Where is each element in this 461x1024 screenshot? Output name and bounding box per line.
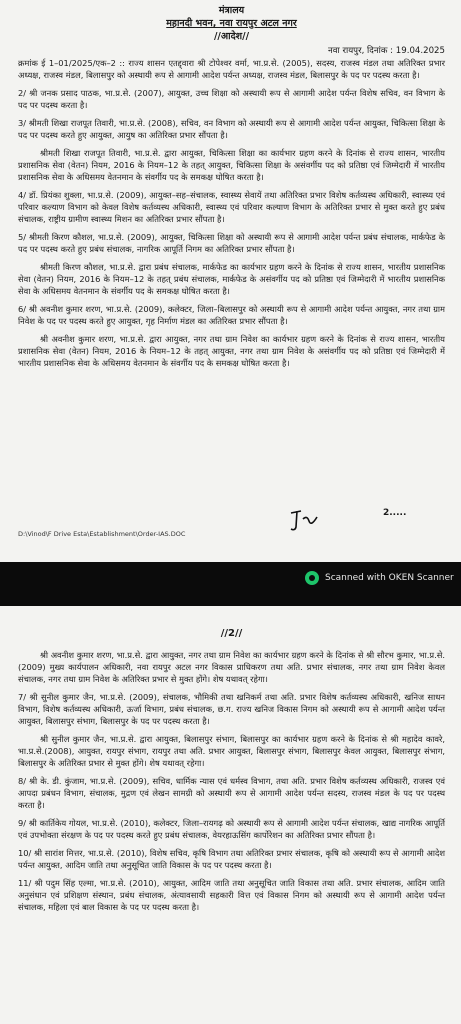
- order-paragraph: श्री अवनीश कुमार शरण, भा.प्र.से. द्वारा आयुक्त, नगर तथा ग्राम निवेश का कार्यभार ग्रहण करने के दिनांक से श्री सौरभ कुमार, भा.प्र.से. (2009) मुख्य कार्यपालन अधिकारी, नवा रायपुर अटल नगर विकास प्राधिकरण तथा अति. प्रभार संचालक, नगर तथा ग्राम निवेश केवल संचालक, नगर तथा ग्राम निवेश के अतिरिक्त प्रभार से मुक्त होंगे। शेष यथावत् रहेगा।: [18, 650, 445, 684]
- order-paragraph: 8/ श्री के. डी. कुंजाम, भा.प्र.से. (2009), सचिव, धार्मिक न्यास एवं धर्मस्व विभाग, तथा अति. प्रभार विशेष कर्तव्यस्थ अधिकारी, राजस्व एवं आपदा प्रबंधन विभाग, संचालक, मुद्रण एवं लेखन सामग्री को अस्थायी रूप से आगामी आदेश पर्यन्त सदस्य, राजस्व मंडल के पद पर पदस्थ करता है।: [18, 776, 445, 810]
- order-paragraph: 7/ श्री सुनील कुमार जैन, भा.प्र.से. (2009), संचालक, भौमिकी तथा खनिकर्म तथा अति. प्रभार विशेष कर्तव्यस्थ अधिकारी, खनिज साधन विभाग, विशेष कर्तव्यस्थ अधिकारी, ऊर्जा विभाग, प्रबंध संचालक, छ.ग. राज्य खनिज विकास निगम को अस्थायी रूप से आगामी आदेश पर्यन्त आयुक्त, बिलासपुर संभाग, बिलासपुर के पद पर पदस्थ करता है।: [18, 692, 445, 726]
- order-date: नवा रायपुर, दिनांक : 19.04.2025: [327, 46, 445, 56]
- file-path: D:\Vinod\F Drive Esta\Establishment\Order-IAS.DOC: [18, 530, 186, 538]
- page-number: 2.....: [383, 508, 407, 518]
- order-paragraph: श्री सुनील कुमार जैन, भा.प्र.से. द्वारा आयुक्त, बिलासपुर संभाग, बिलासपुर का कार्यभार ग्रहण करने के दिनांक से श्री महादेव कावरे, भा.प्र.से.(2008), आयुक्त, रायपुर संभाग, रायपुर तथा अति. प्रभार आयुक्त, बिलासपुर संभाग, बिलासपुर केवल आयुक्त, बिलासपुर संभाग, बिलासपुर के अतिरिक्त प्रभार से मुक्त होंगे। शेष यथावत् रहेगा।: [18, 734, 445, 768]
- order-paragraph: 2/ श्री जनक प्रसाद पाठक, भा.प्र.से. (2007), आयुक्त, उच्च शिक्षा को अस्थायी रूप से आगामी आदेश पर्यन्त विशेष सचिव, वन विभाग के पद पर पदस्थ करता है।: [18, 88, 445, 110]
- header-address: महानदी भवन, नवा रायपुर अटल नगर: [166, 18, 297, 29]
- order-paragraph: श्रीमती किरण कौशल, भा.प्र.से. द्वारा प्रबंध संचालक, मार्कफेड का कार्यभार ग्रहण करने के दिनांक से राज्य शासन, भारतीय प्रशासनिक सेवा (वेतन) नियम, 2016 के नियम–12 के तहत् प्रबंध संचालक, मार्कफेड के असंवर्गीय पद को प्रतिष्ठा एवं जिम्मेदारी में भारतीय प्रशासनिक सेवा के अधिसमय वेतनमान के संवर्गीय पद के समकक्ष घोषित करता है।: [18, 262, 445, 296]
- scanner-badge: [305, 571, 454, 585]
- order-paragraph: 6/ श्री अवनीश कुमार शरण, भा.प्र.से. (2009), कलेक्टर, जिला–बिलासपुर को अस्थायी रूप से आगामी आदेश पर्यन्त आयुक्त, नगर तथा ग्राम निवेश के पद पर पदस्थ करते हुए आयुक्त, गृह निर्माण मंडल का अतिरिक्त प्रभार सौंपता है।: [18, 304, 445, 326]
- document-header: [18, 4, 445, 43]
- header-ministry: मंत्रालय: [218, 5, 245, 16]
- order-paragraph: श्रीमती शिखा राजपूत तिवारी, भा.प्र.से. द्वारा आयुक्त, चिकित्सा शिक्षा का कार्यभार ग्रहण करने के दिनांक से राज्य शासन, भारतीय प्रशासनिक सेवा (वेतन) नियम, 2016 के नियम–12 के तहत् आयुक्त, चिकित्सा शिक्षा के असंवर्गीय पद को प्रतिष्ठा एवं जिम्मेदारी में भारतीय प्रशासनिक सेवा के अधिसमय वेतनमान के संवर्गीय पद के समकक्ष घोषित करता है।: [18, 148, 445, 182]
- order-paragraph: श्री अवनीश कुमार शरण, भा.प्र.से. द्वारा आयुक्त, नगर तथा ग्राम निवेश का कार्यभार ग्रहण करने के दिनांक से राज्य शासन, भारतीय प्रशासनिक सेवा (वेतन) नियम, 2016 के नियम–12 के तहत् आयुक्त, नगर तथा ग्राम निवेश के असंवर्गीय पद को प्रतिष्ठा एवं जिम्मेदारी में भारतीय प्रशासनिक सेवा के अधिसमय वेतनमान के संवर्गीय पद के समकक्ष घोषित करता है।: [18, 334, 445, 368]
- scanner-logo-icon: [305, 571, 319, 585]
- order-paragraph: 11/ श्री पदुम सिंह एल्मा, भा.प्र.से. (2010), आयुक्त, आदिम जाति तथा अनुसूचित जाति विकास तथा अति. प्रभार संचालक, आदिम जाति अनुसंधान एवं प्रशिक्षण संस्थान, प्रबंध संचालक, अंत्यावसायी सहकारी वित्त एवं विकास निगम को अस्थायी रूप से आगामी आदेश पर्यन्त संचालक, महिला एवं बाल विकास के पद पर पदस्थ करता है।: [18, 878, 445, 912]
- page-mark: //2//: [220, 628, 243, 639]
- order-paragraph: 4/ डॉ. प्रियंका शुक्ला, भा.प्र.से. (2009), आयुक्त–सह–संचालक, स्वास्थ्य सेवायें तथा अतिरिक्त प्रभार विशेष कर्तव्यस्थ अधिकारी, स्वास्थ्य एवं परिवार कल्याण विभाग को केवल विशेष कर्तव्यस्थ अधिकारी, स्वास्थ्य एवं परिवार कल्याण विभाग के अतिरिक्त प्रभार से मुक्त करते हुए प्रबंध संचालक, राष्ट्रीय ग्रामीण स्वास्थ्य मिशन का अतिरिक्त प्रभार सौंपता है।: [18, 190, 445, 224]
- order-paragraph: 5/ श्रीमती किरण कौशल, भा.प्र.से. (2009), आयुक्त, चिकित्सा शिक्षा को अस्थायी रूप से आगामी आदेश पर्यन्त प्रबंध संचालक, मार्कफेड के पद पर पदस्थ करते हुए प्रबंध संचालक, नागरिक आपूर्ति निगम का अतिरिक्त प्रभार सौंपता है।: [18, 232, 445, 254]
- order-paragraph: 3/ श्रीमती शिखा राजपूत तिवारी, भा.प्र.से. (2008), सचिव, वन विभाग को अस्थायी रूप से आगामी आदेश पर्यन्त आयुक्त, चिकित्सा शिक्षा के पद पर पदस्थ करते हुए आयुक्त, आयुष का अतिरिक्त प्रभार सौंपता है।: [18, 118, 445, 140]
- handwritten-signature: [287, 505, 323, 535]
- order-paragraph: 10/ श्री सारांश मित्तर, भा.प्र.से. (2010), विशेष सचिव, कृषि विभाग तथा अतिरिक्त प्रभार संचालक, कृषि को अस्थायी रूप से आगामी आदेश पर्यन्त आयुक्त, आदिम जाति तथा अनुसूचित जाति विकास के पद पर पदस्थ करता है।: [18, 848, 445, 870]
- order-paragraph: 9/ श्री कार्तिकेय गोयल, भा.प्र.से. (2010), कलेक्टर, जिला–रायगढ़ को अस्थायी रूप से आगामी आदेश पर्यन्त संचालक, खाद्य नागरिक आपूर्ति एवं उपभोक्ता संरक्षण के पद पर पदस्थ करते हुए प्रबंध संचालक, वेयरहाऊसिंग कार्पोरेशन का अतिरिक्त प्रभार सौंपता है।: [18, 818, 445, 840]
- order-page-2: [0, 606, 461, 1024]
- header-order-title: //आदेश//: [213, 31, 250, 42]
- scanner-badge-label: Scanned with OKEN Scanner: [325, 573, 454, 583]
- order-paragraph: क्रमांक ई 1–01/2025/एक–2 :: राज्य शासन एतद्द्वारा श्री टोपेश्वर वर्मा, भा.प्र.से. (2005), सदस्य, राजस्व मंडल तथा अतिरिक्त प्रभार अध्यक्ष, राजस्व मंडल, बिलासपुर को अस्थायी रूप से आगामी आदेश पर्यन्त अध्यक्ष, राजस्व मंडल, बिलासपुर के पद पर पदस्थ करता है।: [18, 58, 445, 80]
